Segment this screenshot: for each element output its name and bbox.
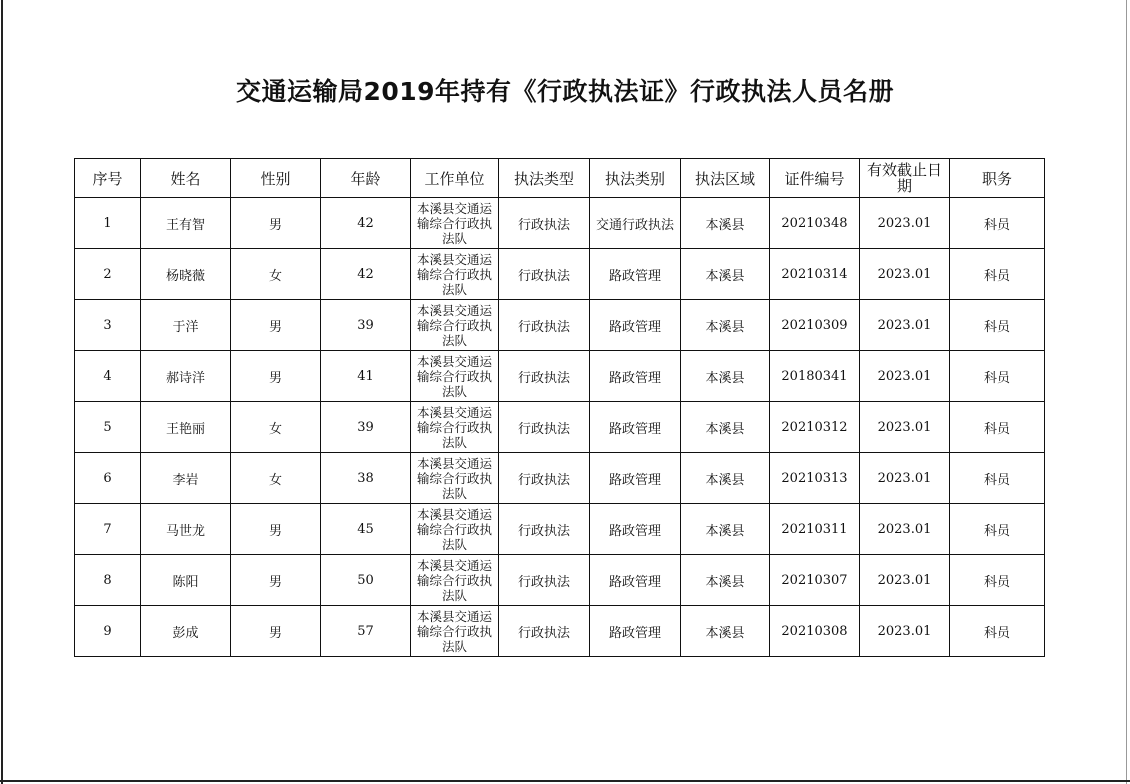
header-cell-enforcement-category: 执法类别 [590, 159, 681, 198]
cell-certificate-number: 20210314 [770, 249, 860, 300]
cell-gender: 男 [231, 555, 321, 606]
cell-enforcement-category: 路政管理 [590, 351, 681, 402]
cell-work-unit [411, 606, 499, 657]
cell-work-unit [411, 198, 499, 249]
cell-age: 38 [321, 453, 411, 504]
cell-enforcement-area: 本溪县 [681, 504, 770, 555]
cell-enforcement-area: 本溪县 [681, 402, 770, 453]
cell-age: 39 [321, 402, 411, 453]
work-unit-text: 本溪县交通运输综合行政执法队 [416, 251, 492, 297]
cell-gender: 女 [231, 402, 321, 453]
cell-enforcement-category: 路政管理 [590, 555, 681, 606]
scan-border-left [1, 0, 3, 784]
cell-name: 于洋 [141, 300, 231, 351]
header-cell-name: 姓名 [141, 159, 231, 198]
table-row [75, 198, 1045, 249]
cell-enforcement-category: 路政管理 [590, 249, 681, 300]
cell-work-unit [411, 351, 499, 402]
cell-gender: 男 [231, 351, 321, 402]
scan-border-right [1126, 0, 1127, 784]
cell-certificate-number: 20210348 [770, 198, 860, 249]
cell-expiry-date: 2023.01 [860, 351, 950, 402]
header-cell-age: 年龄 [321, 159, 411, 198]
cell-position: 科员 [950, 351, 1045, 402]
cell-work-unit [411, 249, 499, 300]
cell-position: 科员 [950, 453, 1045, 504]
cell-index: 5 [75, 402, 141, 453]
cell-certificate-number: 20210311 [770, 504, 860, 555]
cell-work-unit [411, 402, 499, 453]
cell-enforcement-type: 行政执法 [499, 504, 590, 555]
cell-enforcement-area: 本溪县 [681, 351, 770, 402]
cell-expiry-date: 2023.01 [860, 300, 950, 351]
work-unit-text: 本溪县交通运输综合行政执法队 [416, 506, 492, 552]
header-cell-position: 职务 [950, 159, 1045, 198]
cell-enforcement-area: 本溪县 [681, 606, 770, 657]
work-unit-text: 本溪县交通运输综合行政执法队 [416, 353, 492, 399]
cell-enforcement-type: 行政执法 [499, 300, 590, 351]
cell-enforcement-category: 路政管理 [590, 453, 681, 504]
cell-name: 马世龙 [141, 504, 231, 555]
table-row [75, 351, 1045, 402]
cell-enforcement-category: 路政管理 [590, 606, 681, 657]
table-row [75, 555, 1045, 606]
work-unit-text: 本溪县交通运输综合行政执法队 [416, 404, 492, 450]
cell-enforcement-category: 路政管理 [590, 300, 681, 351]
cell-expiry-date: 2023.01 [860, 453, 950, 504]
cell-enforcement-type: 行政执法 [499, 402, 590, 453]
cell-certificate-number: 20180341 [770, 351, 860, 402]
table-row [75, 402, 1045, 453]
cell-certificate-number: 20210309 [770, 300, 860, 351]
cell-index: 6 [75, 453, 141, 504]
work-unit-text: 本溪县交通运输综合行政执法队 [416, 302, 492, 348]
table-row [75, 606, 1045, 657]
cell-enforcement-category: 路政管理 [590, 504, 681, 555]
cell-enforcement-type: 行政执法 [499, 249, 590, 300]
cell-name: 王艳丽 [141, 402, 231, 453]
cell-gender: 女 [231, 249, 321, 300]
cell-age: 39 [321, 300, 411, 351]
cell-enforcement-area: 本溪县 [681, 249, 770, 300]
cell-index: 7 [75, 504, 141, 555]
table-header-row [75, 159, 1045, 198]
cell-age: 57 [321, 606, 411, 657]
header-cell-expiry-date: 有效截止日期 [860, 159, 950, 198]
cell-expiry-date: 2023.01 [860, 249, 950, 300]
cell-enforcement-type: 行政执法 [499, 453, 590, 504]
cell-position: 科员 [950, 606, 1045, 657]
cell-enforcement-type: 行政执法 [499, 606, 590, 657]
cell-name: 李岩 [141, 453, 231, 504]
table-row [75, 453, 1045, 504]
table-row [75, 300, 1045, 351]
cell-gender: 男 [231, 198, 321, 249]
cell-enforcement-type: 行政执法 [499, 555, 590, 606]
cell-gender: 女 [231, 453, 321, 504]
cell-enforcement-area: 本溪县 [681, 555, 770, 606]
table-row [75, 504, 1045, 555]
cell-name: 王有智 [141, 198, 231, 249]
cell-name: 杨晓薇 [141, 249, 231, 300]
cell-expiry-date: 2023.01 [860, 555, 950, 606]
cell-certificate-number: 20210307 [770, 555, 860, 606]
header-cell-enforcement-area: 执法区域 [681, 159, 770, 198]
cell-position: 科员 [950, 249, 1045, 300]
cell-name: 郝诗洋 [141, 351, 231, 402]
cell-expiry-date: 2023.01 [860, 402, 950, 453]
cell-index: 1 [75, 198, 141, 249]
cell-name: 彭成 [141, 606, 231, 657]
cell-index: 2 [75, 249, 141, 300]
cell-age: 42 [321, 249, 411, 300]
header-cell-index: 序号 [75, 159, 141, 198]
cell-certificate-number: 20210313 [770, 453, 860, 504]
cell-age: 42 [321, 198, 411, 249]
cell-gender: 男 [231, 300, 321, 351]
cell-work-unit [411, 555, 499, 606]
cell-position: 科员 [950, 555, 1045, 606]
cell-index: 8 [75, 555, 141, 606]
cell-age: 45 [321, 504, 411, 555]
cell-gender: 男 [231, 504, 321, 555]
cell-enforcement-area: 本溪县 [681, 300, 770, 351]
cell-certificate-number: 20210312 [770, 402, 860, 453]
header-cell-work-unit: 工作单位 [411, 159, 499, 198]
cell-expiry-date: 2023.01 [860, 606, 950, 657]
header-cell-gender: 性别 [231, 159, 321, 198]
cell-position: 科员 [950, 300, 1045, 351]
work-unit-text: 本溪县交通运输综合行政执法队 [416, 608, 492, 654]
cell-name: 陈阳 [141, 555, 231, 606]
cell-index: 3 [75, 300, 141, 351]
cell-gender: 男 [231, 606, 321, 657]
cell-position: 科员 [950, 504, 1045, 555]
header-cell-certificate-number: 证件编号 [770, 159, 860, 198]
scan-border-bottom [0, 780, 1130, 782]
cell-age: 50 [321, 555, 411, 606]
cell-enforcement-type: 行政执法 [499, 198, 590, 249]
header-cell-enforcement-type: 执法类型 [499, 159, 590, 198]
cell-work-unit [411, 504, 499, 555]
work-unit-text: 本溪县交通运输综合行政执法队 [416, 455, 492, 501]
work-unit-text: 本溪县交通运输综合行政执法队 [416, 200, 492, 246]
cell-index: 4 [75, 351, 141, 402]
cell-certificate-number: 20210308 [770, 606, 860, 657]
document-title: 交通运输局2019年持有《行政执法证》行政执法人员名册 [235, 77, 895, 106]
cell-expiry-date: 2023.01 [860, 504, 950, 555]
cell-enforcement-area: 本溪县 [681, 453, 770, 504]
cell-position: 科员 [950, 402, 1045, 453]
cell-index: 9 [75, 606, 141, 657]
cell-work-unit [411, 300, 499, 351]
cell-enforcement-category: 路政管理 [590, 402, 681, 453]
cell-enforcement-type: 行政执法 [499, 351, 590, 402]
cell-age: 41 [321, 351, 411, 402]
table-row [75, 249, 1045, 300]
cell-position: 科员 [950, 198, 1045, 249]
cell-work-unit [411, 453, 499, 504]
work-unit-text: 本溪县交通运输综合行政执法队 [416, 557, 492, 603]
table-body [75, 198, 1045, 657]
cell-expiry-date: 2023.01 [860, 198, 950, 249]
cell-enforcement-category: 交通行政执法 [590, 198, 681, 249]
cell-enforcement-area: 本溪县 [681, 198, 770, 249]
personnel-table [74, 158, 1045, 657]
